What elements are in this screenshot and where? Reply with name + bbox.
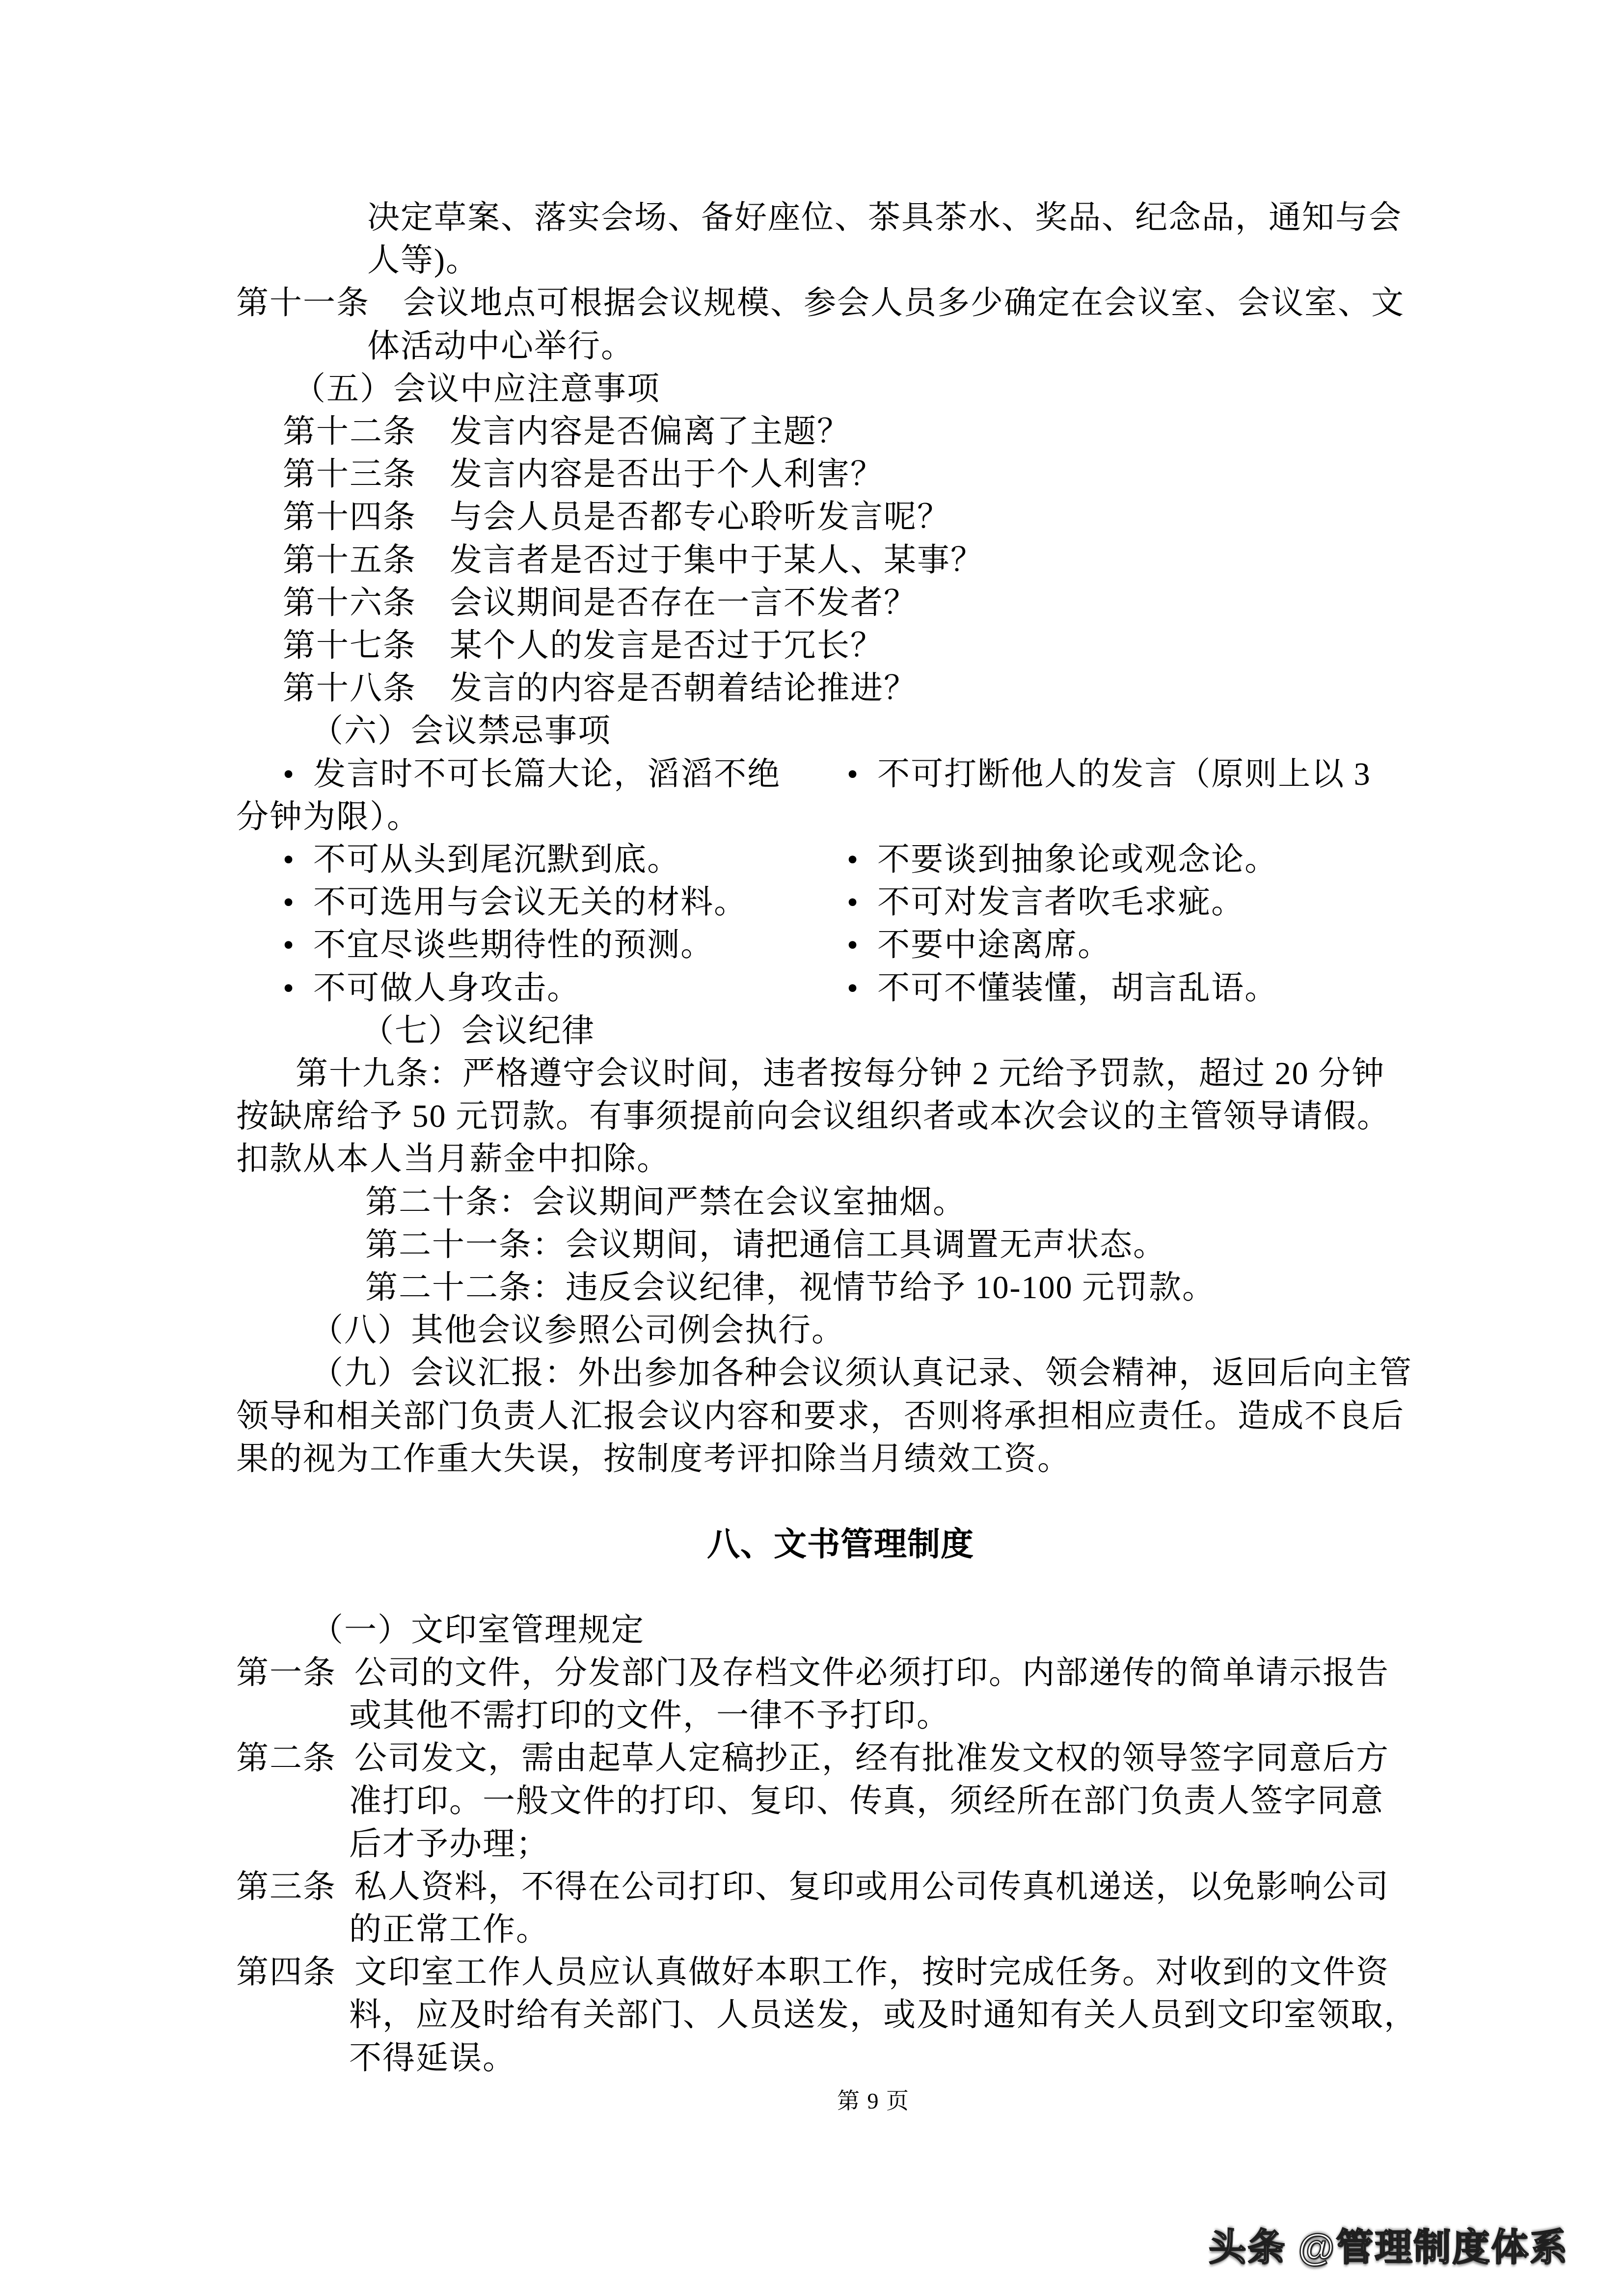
text-line: 后才予办理；: [349, 1826, 549, 1862]
text-line: 第二十条：会议期间严禁在会议室抽烟。: [365, 1184, 966, 1220]
text-line: 第十三条 发言内容是否出于个人利害？: [283, 456, 884, 492]
text-line: 第十五条 发言者是否过于集中于某人、某事？: [283, 542, 984, 578]
text-line: • 不可做人身攻击。: [283, 970, 581, 1006]
watermark: 头条 @管理制度体系: [1209, 2227, 1569, 2269]
text-line: 扣款从本人当月薪金中扣除。: [236, 1141, 670, 1177]
text-line: 决定草案、落实会场、备好座位、茶具茶水、奖品、纪念品，通知与会: [367, 200, 1402, 236]
text-line: （七）会议纪律: [361, 1013, 595, 1049]
text-line: 第十二条 发言内容是否偏离了主题？: [283, 414, 850, 450]
text-line: 第三条 私人资料，不得在公司打印、复印或用公司传真机递送，以免影响公司: [236, 1869, 1389, 1905]
text-line: 第十一条 会议地点可根据会议规模、参会人员多少确定在会议室、会议室、文: [236, 285, 1405, 321]
text-line: 第十七条 某个人的发言是否过于冗长？: [283, 628, 884, 664]
text-line: 第一条 公司的文件，分发部门及存档文件必须打印。内部递传的简单请示报告: [236, 1655, 1389, 1691]
text-line: • 不可不懂装懂，胡言乱语。: [847, 970, 1278, 1006]
text-line: 不得延误。: [349, 2040, 516, 2076]
text-line: （九）会议汇报：外出参加各种会议须认真记录、领会精神，返回后向主管: [311, 1355, 1412, 1391]
text-line: 第四条 文印室工作人员应认真做好本职工作，按时完成任务。对收到的文件资: [236, 1954, 1389, 1990]
text-line: 第十九条：严格遵守会议时间，违者按每分钟 2 元给予罚款，超过 20 分钟: [296, 1056, 1385, 1092]
section-heading: 八、文书管理制度: [707, 1526, 974, 1563]
text-line: 的正常工作。: [349, 1912, 549, 1948]
text-line: 第十八条 发言的内容是否朝着结论推进？: [283, 670, 917, 706]
text-line: 第二十一条：会议期间，请把通信工具调置无声状态。: [365, 1227, 1166, 1263]
text-line: • 不宜尽谈些期待性的预测。: [283, 927, 714, 963]
text-line: 果的视为工作重大失误，按制度考评扣除当月绩效工资。: [236, 1441, 1071, 1477]
text-line: 体活动中心举行。: [367, 328, 634, 364]
text-line: 或其他不需打印的文件，一律不予打印。: [349, 1698, 950, 1734]
page-number: 第 9 页: [837, 2088, 910, 2113]
text-line: • 不可选用与会议无关的材料。: [283, 884, 748, 920]
text-line: （一）文印室管理规定: [311, 1612, 645, 1648]
text-line: • 不可打断他人的发言（原则上以 3: [847, 756, 1371, 792]
text-line: （八）其他会议参照公司例会执行。: [311, 1312, 845, 1348]
text-line: （五）会议中应注意事项: [293, 371, 660, 407]
text-line: • 不要谈到抽象论或观念论。: [847, 842, 1278, 878]
text-line: • 不可从头到尾沉默到底。: [283, 842, 681, 878]
text-line: • 发言时不可长篇大论，滔滔不绝: [283, 756, 781, 792]
text-line: • 不要中途离席。: [847, 927, 1111, 963]
text-line: 准打印。一般文件的打印、复印、传真，须经所在部门负责人签字同意: [349, 1783, 1384, 1819]
text-line: 第十四条 与会人员是否都专心聆听发言呢？: [283, 499, 950, 535]
text-line: 分钟为限）。: [236, 799, 420, 835]
text-line: 料，应及时给有关部门、人员送发，或及时通知有关人员到文印室领取，: [349, 1997, 1417, 2033]
text-line: 按缺席给予 50 元罚款。有事须提前向会议组织者或本次会议的主管领导请假。: [236, 1098, 1390, 1134]
text-line: （六）会议禁忌事项: [311, 713, 611, 749]
text-line: 第二十二条：违反会议纪律，视情节给予 10-100 元罚款。: [365, 1270, 1216, 1306]
text-line: 人等)。: [367, 242, 479, 278]
text-line: 领导和相关部门负责人汇报会议内容和要求，否则将承担相应责任。造成不良后: [236, 1398, 1405, 1434]
text-line: 第二条 公司发文，需由起草人定稿抄正，经有批准发文权的领导签字同意后方: [236, 1740, 1389, 1776]
text-line: • 不可对发言者吹毛求疵。: [847, 884, 1245, 920]
text-line: 第十六条 会议期间是否存在一言不发者？: [283, 585, 917, 621]
